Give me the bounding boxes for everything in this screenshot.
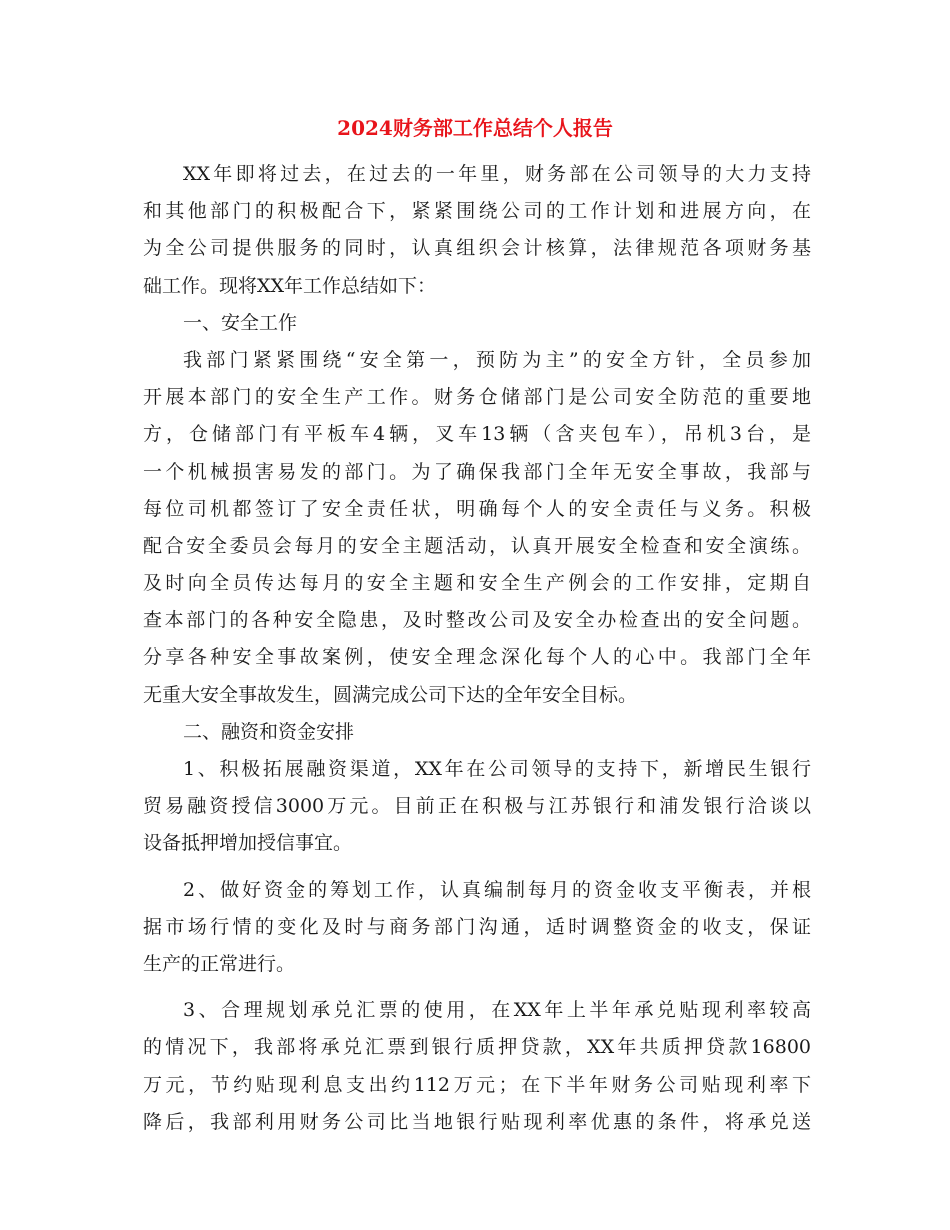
text-line: 1、积极拓展融资渠道，XX年在公司领导的支持下，新增民生银行 <box>183 758 811 780</box>
text-line: 我部门紧紧围绕“安全第一，预防为主”的安全方针，全员参加 <box>183 348 811 371</box>
text-line: 3、合理规划承兑汇票的使用，在XX年上半年承兑贴现利率较高 <box>183 999 811 1022</box>
paragraph-gap <box>143 863 811 872</box>
text-line: 万元，节约贴现利息支出约112万元；在下半年财务公司贴现利率下 <box>143 1073 811 1096</box>
text-line: 降后，我部利用财务公司比当地银行贴现利率优惠的条件，将承兑送 <box>143 1110 811 1133</box>
text-line: 一个机械损害易发的部门。为了确保我部门全年无安全事故，我部与 <box>143 460 811 483</box>
text-line: 每位司机都签订了安全责任状，明确每个人的安全责任与义务。积极 <box>143 497 811 520</box>
text-line: 分享各种安全事故案例，使安全理念深化每个人的心中。我部门全年 <box>143 646 811 669</box>
text-line: 2、做好资金的筹划工作，认真编制每月的资金收支平衡表，并根 <box>183 878 811 901</box>
text-line: 生产的正常进行。 <box>143 952 296 975</box>
text-line: 据市场行情的变化及时与商务部门沟通，适时调整资金的收支，保证 <box>143 915 811 938</box>
text-line: 和其他部门的积极配合下，紧紧围绕公司的工作计划和进展方向，在 <box>143 200 811 223</box>
text-line: 础工作。现将XX年工作总结如下： <box>143 274 437 297</box>
text-line: 的情况下，我部将承兑汇票到银行质押贷款，XX年共质押贷款16800 <box>143 1036 811 1059</box>
text-line: 开展本部门的安全生产工作。财务仓储部门是公司安全防范的重要地 <box>143 386 811 409</box>
paragraph-gap <box>143 983 811 992</box>
text-line: XX年即将过去，在过去的一年里，财务部在公司领导的大力支持 <box>183 163 811 185</box>
text-line: 设备抵押增加授信事宜。 <box>143 832 353 855</box>
text-line: 无重大安全事故发生，圆满完成公司下达的全年安全目标。 <box>143 683 638 706</box>
section-heading: 一、安全工作 <box>183 311 298 334</box>
text-line: 方，仓储部门有平板车4辆，叉车13辆（含夹包车），吊机3台，是 <box>143 423 811 446</box>
text-line: 为全公司提供服务的同时，认真组织会计核算，法律规范各项财务基 <box>143 237 811 260</box>
text-line: 贸易融资授信3000万元。目前正在积极与江苏银行和浦发银行洽谈以 <box>143 795 811 818</box>
section-heading: 二、融资和资金安排 <box>183 720 355 743</box>
text-line: 配合安全委员会每月的安全主题活动，认真开展安全检查和安全演练。 <box>143 534 811 557</box>
document-body <box>143 156 811 1141</box>
text-line: 查本部门的各种安全隐患，及时整改公司及安全办检查出的安全问题。 <box>143 609 811 632</box>
document-title: 2024财务部工作总结个人报告 <box>337 116 613 140</box>
text-line: 及时向全员传达每月的安全主题和安全生产例会的工作安排，定期自 <box>143 572 811 595</box>
